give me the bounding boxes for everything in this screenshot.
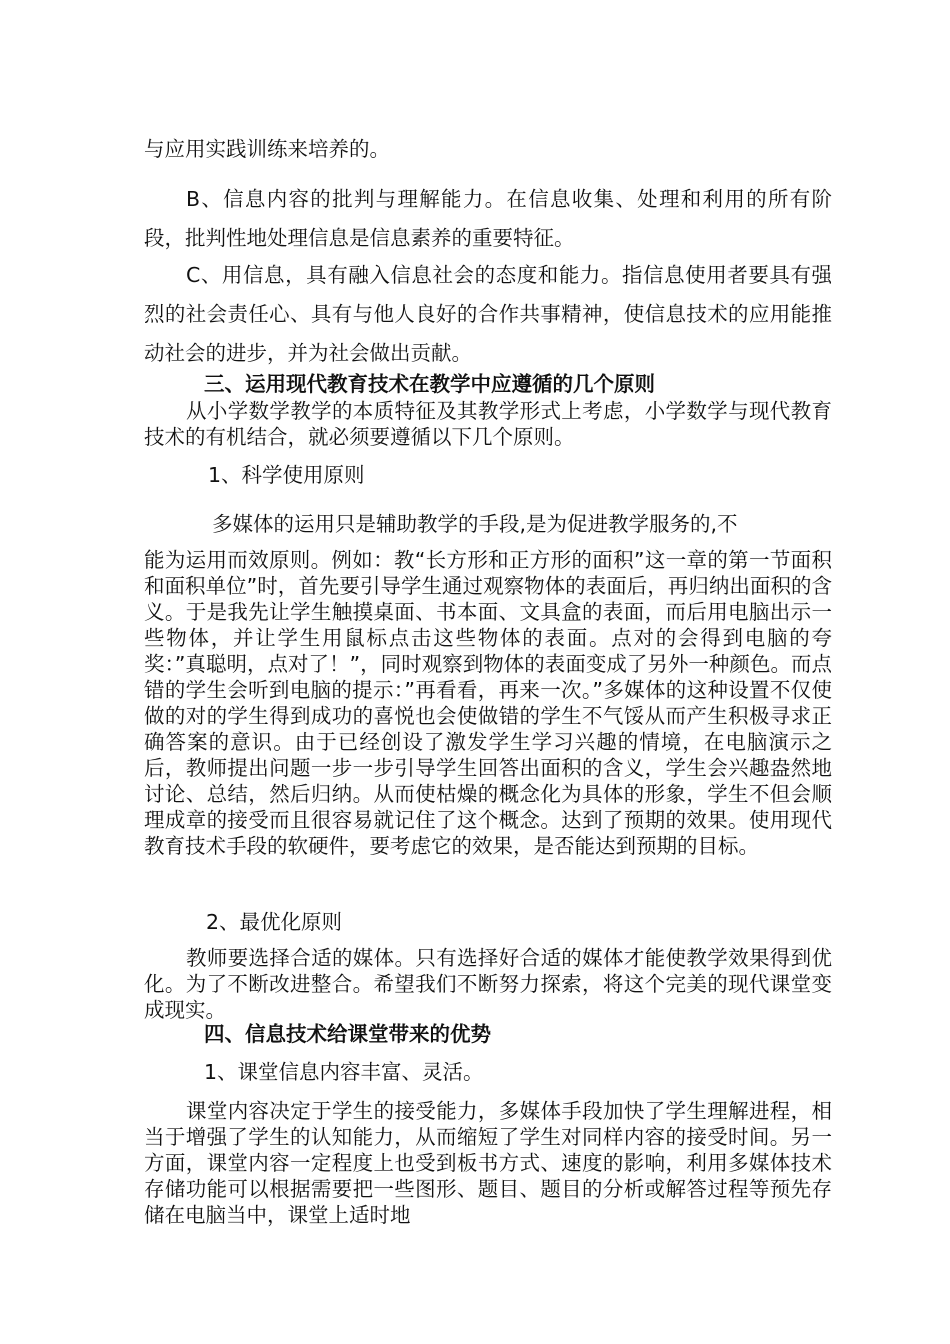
paragraph-principles-intro: 从小学数学教学的本质特征及其教学形式上考虑，小学数学与现代教育技术的有机结合，就必须要遵循以下几个原则。 [144, 399, 832, 449]
paragraph-classroom-content: 课堂内容决定于学生的接受能力，多媒体手段加快了学生理解进程，相当于增强了学生的认知能力，从而缩短了学生对同样内容的接受时间。另一方面，课堂内容一定程度上也受到板书方式、速度的影响，利用多媒体技术存储功能可以根据需要把一些图形、题目、题目的分析或解答过程等预先存储在电脑当中，课堂上适时地 [144, 1099, 832, 1227]
section-heading-3: 三、运用现代教育技术在教学中应遵循的几个原则 [204, 372, 655, 396]
subheading-rich-content: 1、课堂信息内容丰富、灵活。 [204, 1060, 484, 1084]
paragraph-b-critical-ability: B、信息内容的批判与理解能力。在信息收集、处理和利用的所有阶段，批判性地处理信息是信息素养的重要特征。 [144, 187, 832, 250]
paragraph-scientific-use-lead: 多媒体的运用只是辅助教学的手段,是为促进教学服务的,不 [212, 512, 738, 536]
paragraph-continuation: 与应用实践训练来培养的。 [144, 137, 390, 161]
subheading-optimization: 2、最优化原则 [206, 910, 343, 934]
paragraph-optimization: 教师要选择合适的媒体。只有选择好合适的媒体才能使教学效果得到优化。为了不断改进整合。希望我们不断努力探索，将这个完美的现代课堂变成现实。 [144, 946, 832, 1022]
subheading-scientific-use: 1、科学使用原则 [208, 463, 365, 487]
paragraph-c-information-use: C、用信息，具有融入信息社会的态度和能力。指信息使用者要具有强烈的社会责任心、具有与他人良好的合作共事精神，使信息技术的应用能推动社会的进步，并为社会做出贡献。 [144, 263, 832, 365]
section-heading-4: 四、信息技术给课堂带来的优势 [204, 1022, 491, 1046]
paragraph-scientific-use-example: 能为运用而效原则。例如：教“长方形和正方形的面积”这一章的第一节面积和面积单位”时，首先要引导学生通过观察物体的表面后，再归纳出面积的含义。于是我先让学生触摸桌面、书本面、文具盒的表面，而后用电脑出示一些物体，并让学生用鼠标点击这些物体的表面。点对的会得到电脑的夸奖：”真聪明，点对了！”，同时观察到物体的表面变成了另外一种颜色。而点错的学生会听到电脑的提示：”再看看，再来一次。”多媒体的这种设置不仅使做的对的学生得到成功的喜悦也会使做错的学生不气馁从而产生积极寻求正确答案的意识。由于已经创设了激发学生学习兴趣的情境，在电脑演示之后，教师提出问题一步一步引导学生回答出面积的含义，学生会兴趣盎然地讨论、总结，然后归纳。从而使枯燥的概念化为具体的形象，学生不但会顺理成章的接受而且很容易就记住了这个概念。达到了预期的效果。使用现代教育技术手段的软硬件，要考虑它的效果，是否能达到预期的目标。 [144, 548, 832, 858]
